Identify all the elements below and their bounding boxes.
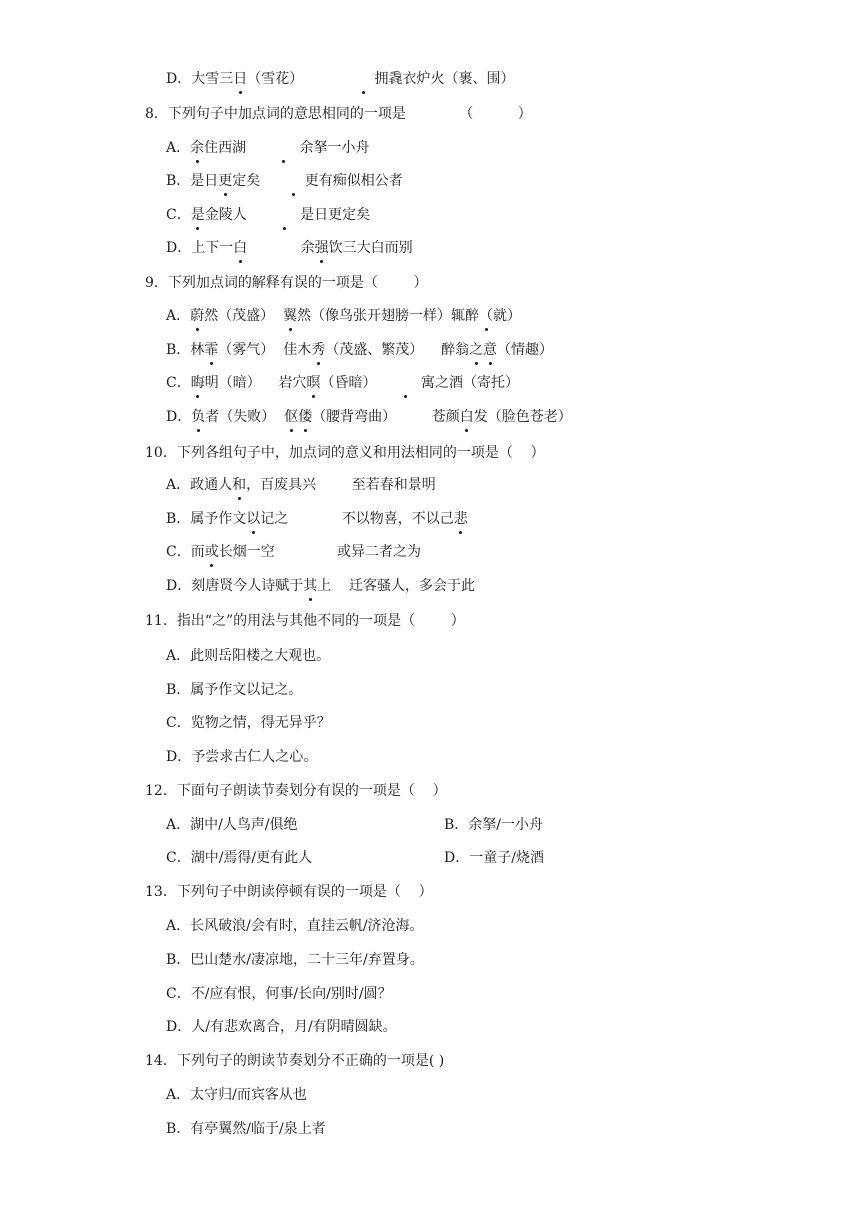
emphasis-dot-char: 晦 — [190, 375, 205, 391]
emphasis-dot-char: 偻 — [298, 409, 313, 425]
line-text: 8．下列句子中加点词的意思相同的一项是 （ ） — [145, 106, 532, 122]
q14-stem — [145, 1051, 444, 1071]
emphasis-dot-char: 或 — [204, 544, 219, 560]
line-text: （雪花） — [247, 71, 362, 87]
line-text: 上 迁客骚人，多会于此 — [317, 578, 476, 594]
line-text: A． — [166, 140, 191, 156]
emphasis-dot-char: 之 — [469, 342, 484, 358]
line-text: B．有亭翼然/临于/泉上者 — [166, 1121, 326, 1137]
line-text: （腰背弯曲） 苍颜 — [312, 409, 460, 425]
line-text: 就） — [493, 308, 522, 324]
emphasis-dot-char: 翼 — [283, 308, 298, 324]
emphasis-dot-char: 更 — [218, 173, 233, 189]
emphasis-dot-char: （ — [479, 308, 494, 324]
line-text: D．一童子/烧酒 — [444, 850, 544, 866]
line-text: 发（脸色苍老） — [473, 409, 572, 425]
line-text: B．属予作文 — [166, 511, 247, 527]
q11-stem — [145, 611, 465, 631]
q10-option-d — [166, 576, 475, 596]
line-text: （情趣） — [497, 342, 554, 358]
line-text: C．湖中/焉得/更有此人 — [166, 850, 313, 866]
q8-option-a — [166, 138, 370, 158]
line-text: 余 — [247, 240, 315, 256]
emphasis-dot-char — [403, 373, 407, 393]
q11-option-c — [166, 713, 331, 733]
emphasis-dot-char: 白 — [233, 240, 248, 256]
line-text: D． — [166, 409, 192, 425]
emphasis-dot-char: 负 — [191, 409, 206, 425]
emphasis-dot-char: 悲 — [453, 511, 468, 527]
q13-stem — [145, 882, 433, 902]
emphasis-dot-char: 意 — [483, 342, 498, 358]
emphasis-dot-char: 强 — [314, 240, 329, 256]
q11-option-b — [166, 680, 302, 700]
q8-option-b — [166, 171, 403, 191]
emphasis-dot-char: 伛 — [284, 409, 299, 425]
q10-option-c — [166, 542, 421, 562]
line-text: D．人/有悲欢离合，月/有阴晴圆缺。 — [166, 1019, 397, 1035]
line-text: 然（茂盛） — [204, 308, 284, 324]
line-text: A． — [166, 308, 191, 324]
q7-option-d — [166, 69, 514, 89]
line-text: D．刻唐贤今人诗赋于 — [166, 578, 304, 594]
q9-stem — [145, 273, 428, 293]
emphasis-dot-char: 余 — [190, 140, 205, 156]
q9-option-d — [166, 407, 572, 427]
emphasis-dot-char — [282, 138, 286, 158]
q9-option-c — [166, 373, 519, 393]
q8-option-c — [166, 205, 370, 225]
q10-stem — [145, 443, 545, 463]
q8-option-d — [166, 238, 413, 258]
line-text: 拥毳衣炉火（裹、围） — [365, 71, 515, 87]
line-text: 9．下列加点词的解释有误的一项是（ ） — [145, 275, 428, 291]
line-text: 住西湖 — [204, 140, 282, 156]
line-text: 金陵人 — [204, 207, 283, 223]
emphasis-dot-char: 日 — [233, 71, 248, 87]
emphasis-dot-char: 以 — [246, 511, 261, 527]
line-text: A．长风破浪/会有时，直挂云帆/济沧海。 — [166, 918, 424, 934]
line-text: B．属予作文以记之。 — [166, 682, 303, 698]
line-text: A．此则岳阳楼之大观也。 — [166, 648, 331, 664]
q10-option-a — [166, 475, 436, 495]
q11-option-a — [166, 646, 330, 666]
line-text: C． — [166, 207, 191, 223]
line-text: B．林 — [166, 342, 205, 358]
q14-option-a — [166, 1085, 307, 1105]
q9-option-b — [166, 340, 553, 360]
q9-option-a — [166, 306, 521, 326]
q12-option-c — [166, 848, 312, 868]
line-text: B．巴山楚水/凄凉地，二十三年/弃置身。 — [166, 952, 424, 968]
q11-option-d — [166, 747, 317, 767]
q14-option-b — [166, 1119, 326, 1139]
line-text: 余拏一小舟 — [286, 140, 370, 156]
line-text: C．而 — [166, 544, 205, 560]
line-text: （昏暗） — [320, 375, 404, 391]
line-text: 10．下列各组句子中，加点词的意义和用法相同的一项是（ ） — [145, 445, 545, 461]
emphasis-dot-char: 和 — [232, 477, 247, 493]
line-text: 12．下面句子朗读节奏划分有误的一项是（ ） — [145, 783, 447, 799]
line-text: 13．下列句子中朗读停顿有误的一项是（ ） — [145, 884, 433, 900]
line-text: 然（像鸟张开翅膀一样）辄醉 — [297, 308, 480, 324]
emphasis-dot-char — [282, 205, 286, 225]
q12-option-a — [166, 815, 298, 835]
line-text: 记之 不以物喜，不以己 — [260, 511, 454, 527]
q8-stem — [145, 104, 532, 124]
line-text: 定矣 — [232, 173, 292, 189]
emphasis-dot-char: 白 — [459, 409, 474, 425]
line-text: 14．下列句子的朗读节奏划分不正确的一项是( ) — [145, 1053, 445, 1069]
line-text: 更有痴似相公者 — [295, 173, 403, 189]
emphasis-dot-char — [291, 171, 295, 191]
line-text: D．大雪三 — [166, 71, 234, 87]
line-text: 11．指出“之”的用法与其他不同的一项是（ ） — [145, 613, 465, 629]
line-text: C．览物之情，得无异乎？ — [166, 715, 331, 731]
q13-option-b — [166, 950, 424, 970]
q12-option-d — [444, 848, 544, 868]
q12-option-b — [444, 815, 543, 835]
line-text: A．太守归/而宾客从也 — [166, 1087, 307, 1103]
line-text: 者（失败） — [205, 409, 285, 425]
line-text: 寓之酒（寄托） — [407, 375, 520, 391]
line-text: 是日更定矣 — [286, 207, 371, 223]
line-text: B．是日 — [166, 173, 219, 189]
line-text: 长烟一空 或异二者之为 — [218, 544, 422, 560]
line-text: 饮三大白而别 — [328, 240, 413, 256]
emphasis-dot-char: 其 — [303, 578, 318, 594]
emphasis-dot-char — [361, 69, 365, 89]
line-text: D．予尝求古仁人之心。 — [166, 749, 318, 765]
line-text: A．湖中/人鸟声/俱绝 — [166, 817, 298, 833]
line-text: A．政通人 — [166, 477, 233, 493]
line-text: B．余拏/一小舟 — [444, 817, 544, 833]
emphasis-dot-char: 暝 — [306, 375, 321, 391]
emphasis-dot-char: 蔚 — [190, 308, 205, 324]
q13-option-d — [166, 1017, 397, 1037]
q13-option-c — [166, 984, 392, 1004]
q13-option-a — [166, 916, 424, 936]
q10-option-b — [166, 509, 468, 529]
line-text: C． — [166, 375, 191, 391]
line-text: （茂盛、繁茂） 醉翁 — [325, 342, 470, 358]
emphasis-dot-char: 秀 — [311, 342, 326, 358]
emphasis-dot-char: 霏 — [204, 342, 219, 358]
q12-stem — [145, 781, 447, 801]
line-text: ，百废具兴 至若春和景明 — [246, 477, 436, 493]
line-text: （雾气） 佳木 — [218, 342, 312, 358]
line-text: 明（暗） 岩穴 — [204, 375, 307, 391]
emphasis-dot-char: 是 — [190, 207, 205, 223]
line-text: C．不/应有恨，何事/长向/别时/圆？ — [166, 986, 392, 1002]
line-text: D．上下一 — [166, 240, 234, 256]
